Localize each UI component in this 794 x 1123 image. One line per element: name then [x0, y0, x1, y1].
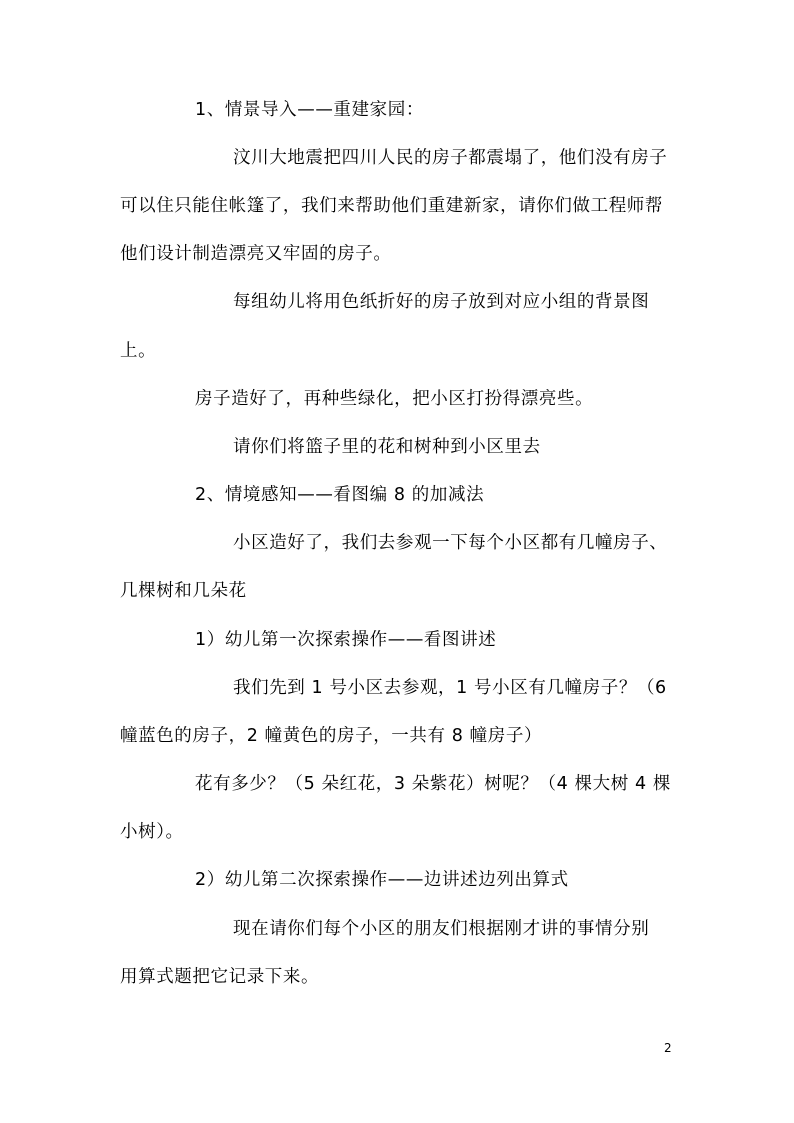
paragraph-line: 可以住只能住帐篷了，我们来帮助他们重建新家，请你们做工程师帮	[120, 196, 663, 216]
paragraph-line: 用算式题把它记录下来。	[120, 967, 320, 987]
paragraph-line: 上。	[120, 341, 157, 361]
section-heading-2: 2、情境感知——看图编 8 的加减法	[195, 485, 485, 505]
page-number: 2	[664, 1041, 672, 1055]
sub-heading-2: 2）幼儿第二次探索操作——边讲述边列出算式	[195, 870, 569, 890]
paragraph-line: 他们设计制造漂亮又牢固的房子。	[120, 244, 392, 264]
paragraph-line: 汶川大地震把四川人民的房子都震塌了，他们没有房子	[233, 148, 668, 168]
sub-heading-1: 1）幼儿第一次探索操作——看图讲述	[195, 630, 497, 650]
section-heading-1: 1、情景导入——重建家园：	[195, 100, 424, 120]
paragraph-line: 我们先到 1 号小区去参观，1 号小区有几幢房子？（6	[233, 678, 667, 698]
paragraph-line: 现在请你们每个小区的朋友们根据刚才讲的事情分别	[233, 919, 650, 939]
paragraph-line: 小区造好了，我们去参观一下每个小区都有几幢房子、	[233, 533, 668, 553]
paragraph-line: 每组幼儿将用色纸折好的房子放到对应小组的背景图	[233, 292, 650, 312]
paragraph-line: 花有多少？（5 朵红花，3 朵紫花）树呢？（4 棵大树 4 棵	[195, 774, 671, 794]
paragraph-line: 幢蓝色的房子，2 幢黄色的房子，一共有 8 幢房子）	[120, 726, 543, 746]
paragraph-line: 房子造好了，再种些绿化，把小区打扮得漂亮些。	[195, 389, 594, 409]
paragraph-line: 几棵树和几朵花	[120, 581, 247, 601]
paragraph-line: 小树）。	[120, 822, 184, 842]
paragraph-line: 请你们将篮子里的花和树种到小区里去	[233, 437, 541, 457]
